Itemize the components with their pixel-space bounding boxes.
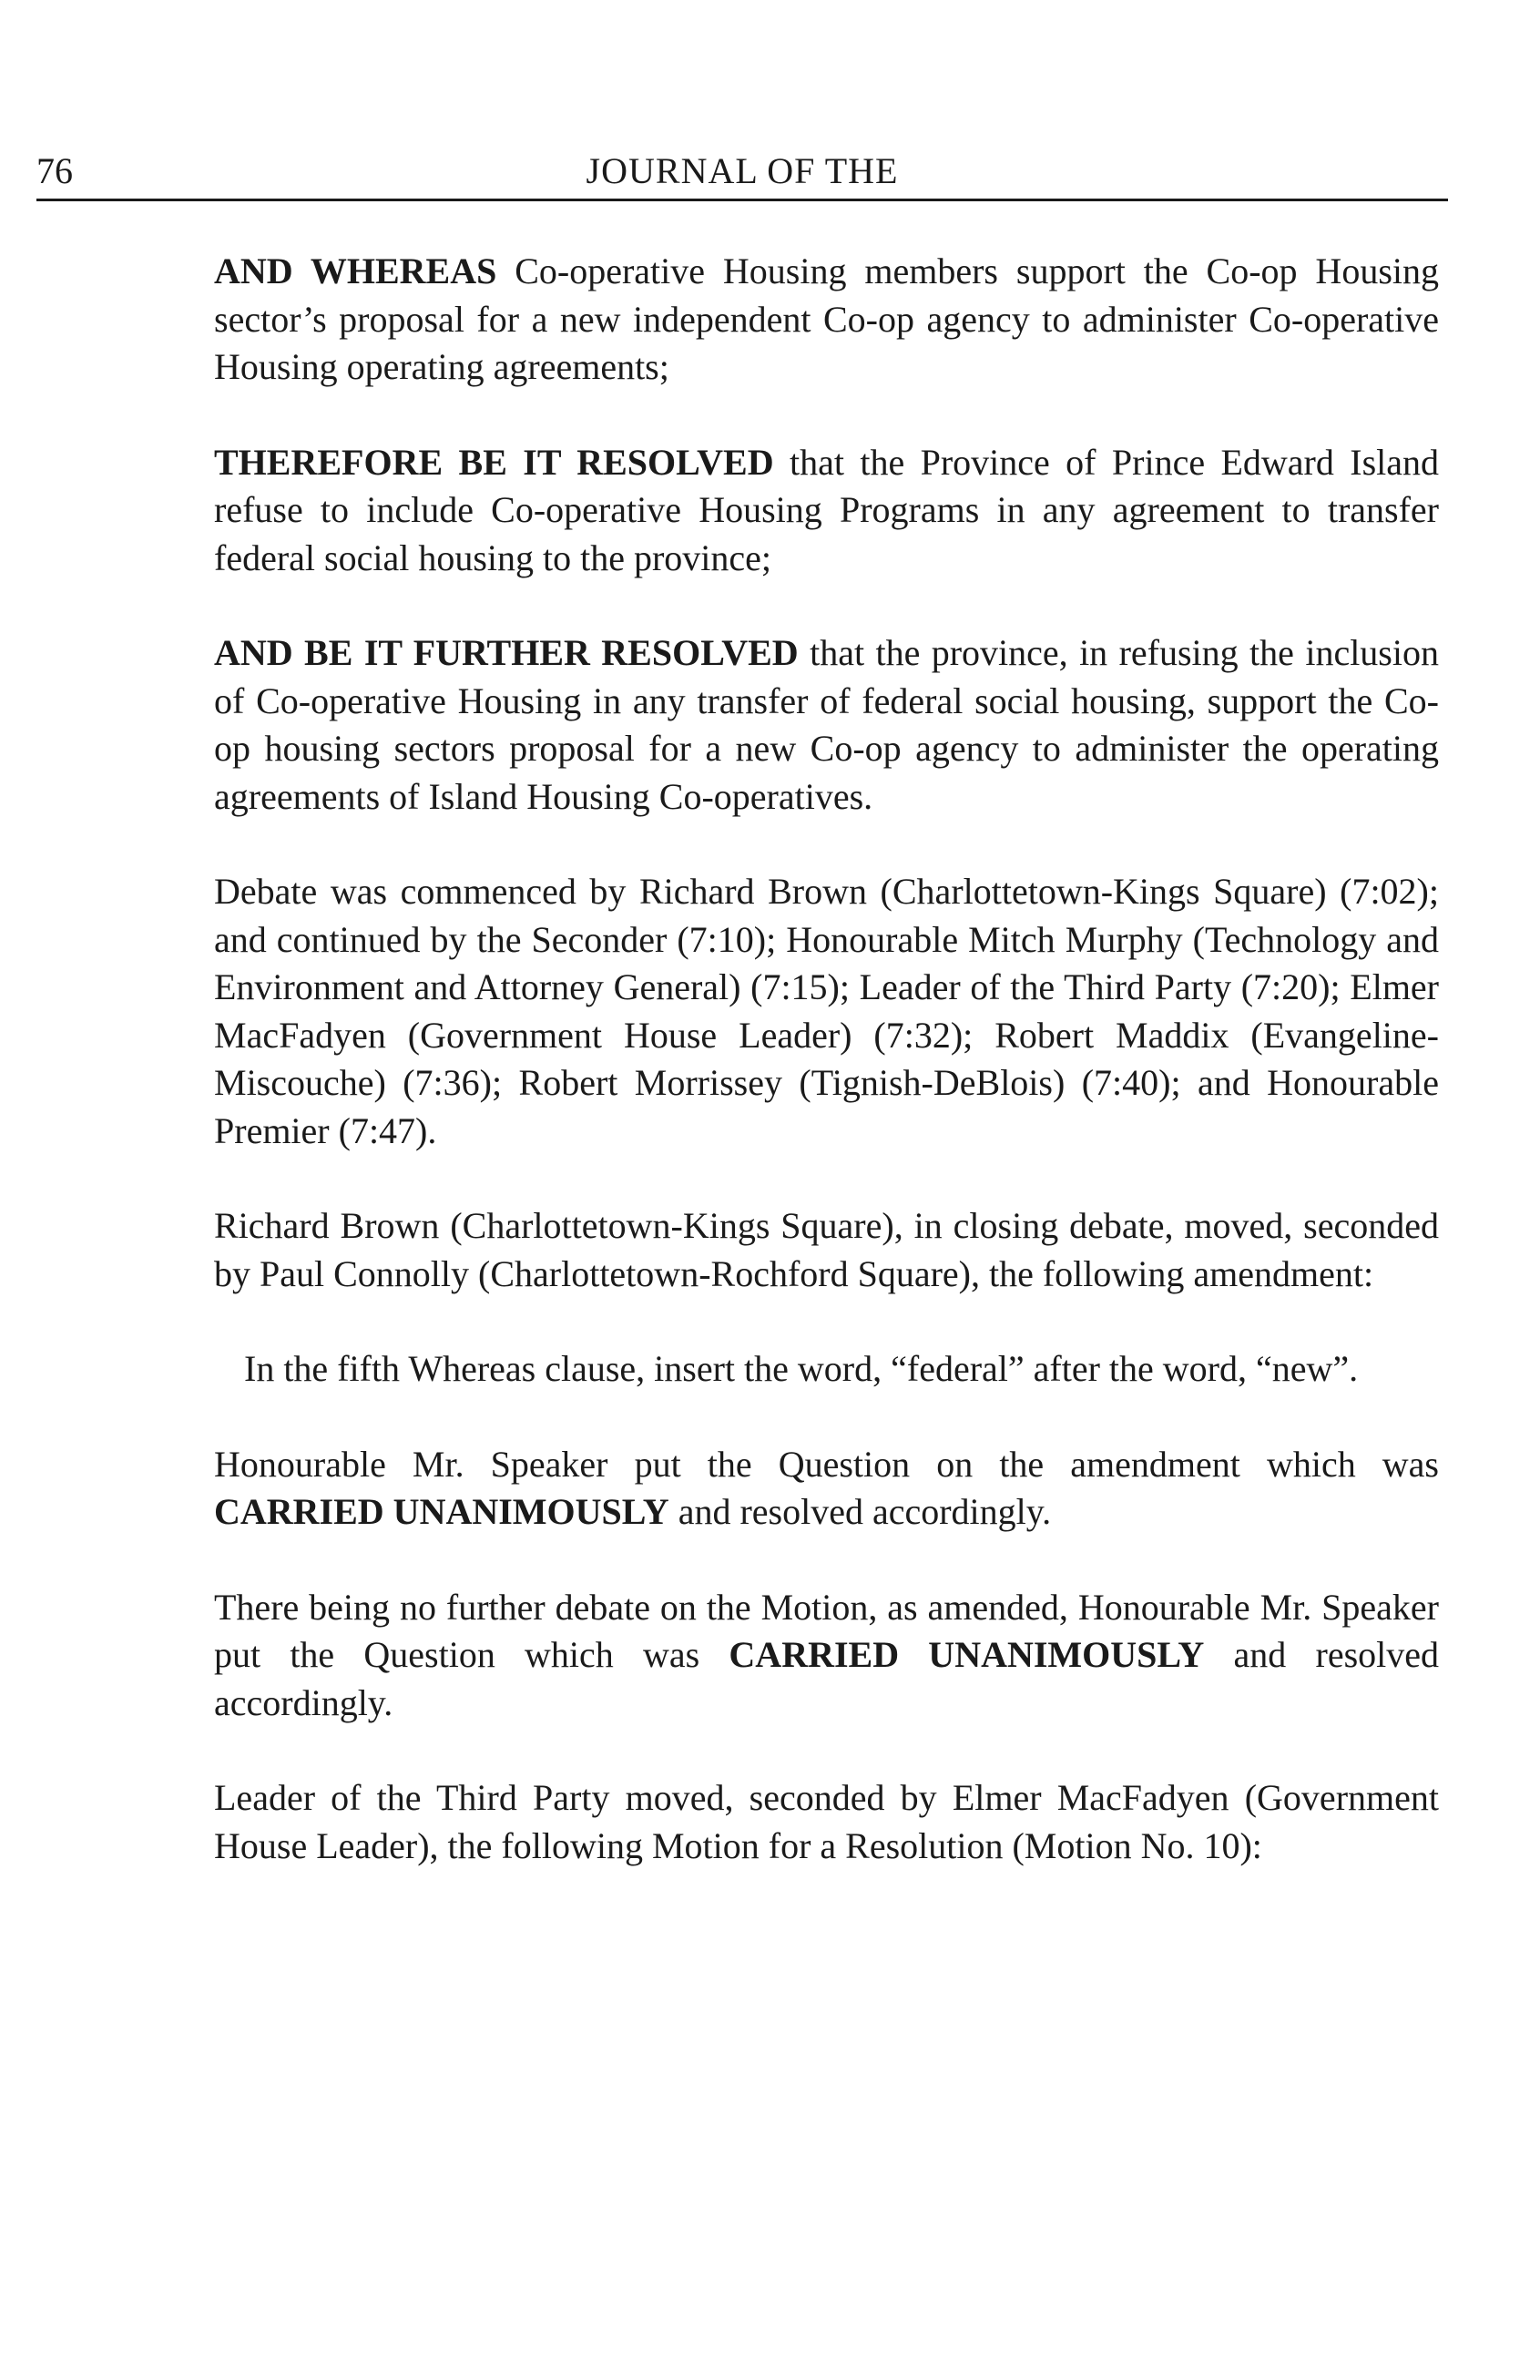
motion-vote-result: CARRIED UNANIMOUSLY xyxy=(729,1634,1205,1675)
further-resolved-lead: AND BE IT FURTHER RESOLVED xyxy=(214,632,799,673)
further-resolved-text: that the province, in refusing the inclusion of Co-operative Housing in any transfer of federal social housing, support the Co-op housing sectors proposal for a new Co-op agency to administer the operating agreements of Island Housing Co-operatives. xyxy=(214,632,1439,817)
whereas-lead: AND WHEREAS xyxy=(214,250,497,291)
whereas-clause xyxy=(214,248,1439,392)
amendment-vote-result: CARRIED UNANIMOUSLY xyxy=(214,1491,669,1532)
motion-vote-text-before: There being no further debate on the Motion, as amended, Honourable Mr. Speaker put the Question which was xyxy=(214,1586,1439,1675)
further-resolved-clause xyxy=(214,629,1439,821)
amendment-vote-text-before: Honourable Mr. Speaker put the Question on the amendment which was xyxy=(214,1443,1439,1485)
page-number: 76 xyxy=(36,150,73,191)
resolved-lead: THEREFORE BE IT RESOLVED xyxy=(214,441,774,483)
debate-paragraph: Debate was commenced by Richard Brown (Charlottetown-Kings Square) (7:02); and continued by the Seconder (7:10); Honourable Mitch Murphy (Technology and Environment and Attorney General) (7:15); Leader of the Third Party (7:20); Elmer MacFadyen (Government House Leader) (7:32); Robert Maddix (Evangeline-Miscouche) (7:36); Robert Morrissey (Tignish-DeBlois) (7:40); and Honourable Premier (7:47). xyxy=(214,871,1439,1151)
amendment-text: In the fifth Whereas clause, insert the word, “federal” after the word, “new”. xyxy=(244,1348,1359,1389)
next-motion-paragraph: Leader of the Third Party moved, seconded by Elmer MacFadyen (Government House Leader), the following Motion for a Resolution (Motion No. 10): xyxy=(214,1777,1439,1866)
whereas-text: Co-operative Housing members support the Co-op Housing sector’s proposal for a new independent Co-op agency to administer Co-operative Housing operating agreements; xyxy=(214,250,1439,387)
motion-vote-text-after: and resolved accordingly. xyxy=(214,1634,1440,1723)
resolved-text: that the Province of Prince Edward Island refuse to include Co-operative Housing Programs in any agreement to transfer federal social housing to the province; xyxy=(214,441,1439,578)
journal-body xyxy=(214,248,1439,1917)
amendment-vote-text-after: and resolved accordingly. xyxy=(668,1491,1052,1532)
amendment-vote-paragraph xyxy=(214,1441,1439,1537)
resolved-clause xyxy=(214,439,1439,583)
motion-vote-paragraph xyxy=(214,1584,1439,1728)
journal-title: JOURNAL OF THE xyxy=(586,150,899,191)
closing-debate-paragraph: Richard Brown (Charlottetown-Kings Square), in closing debate, moved, seconded by Paul Connolly (Charlottetown-Rochford Square), the following amendment: xyxy=(214,1205,1439,1294)
running-header xyxy=(36,146,1448,201)
